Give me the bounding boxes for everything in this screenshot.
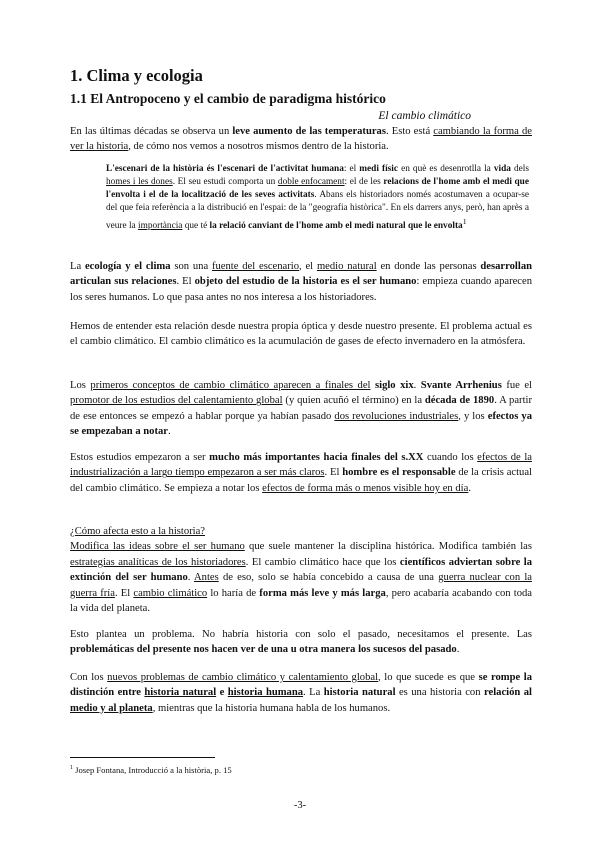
page-title: 1. Clima y ecologia (70, 66, 203, 85)
page-number: -3- (293, 800, 307, 811)
block-quote: L'escenari de la història és l'escenari de l'activitat humana: el medi físic en què es desenrotlla la vida dels homes i les dones. El seu estudi comporta un doble enfocament: el de les relacions de l'home amb el medi que l'envolta i el de la localització de les seves activitats. Abans els historiadors només acostumaven a ocupar-se del que feia referència a la distribució en l'espai: de la "geografia històrica". En els darrers anys, però, han après a veure la importància que té la relació canviant de l'home amb el medi natural que le envolta$^1$ (106, 164, 529, 232)
footnote: $^1$ Josep Fontana, Introducció a la història, p. 15 (70, 765, 232, 775)
paragraph-origins: Los primeros conceptos de cambio climático aparecen a finales del siglo xix. Svante Arrhenius fue el promotor de los estudios del calentamiento global (y quien acuñó el término) en la década de 1890. A partir de ese entonces se empezó a hablar porque ya habían pasado dos revoluciones industriales, y los efectos ya se empezaban a notar. (70, 380, 532, 438)
paragraph-problem: Esto plantea un problema. No habría historia con solo el pasado, necesitamos el presente. Las problemáticas del presente nos hacen ver de una u otra manera los sucesos del pasado. (70, 629, 532, 656)
paragraph-distinction: Con los nuevos problemas de cambio climático y calentamiento global, lo que sucede es que se rompe la distinción entre historia natural e historia humana. La historia natural es una historia con relación al medio y al planeta, mientras que la historia humana habla de los humanos. (70, 672, 532, 714)
paragraph-perspective: Hemos de entender esta relación desde nuestra propia óptica y desde nuestro presente. El problema actual es el cambio climático. El cambio climático es la acumulación de gases de efecto invernadero en la atmósfera. (70, 321, 532, 348)
section-heading: 1.1 El Antropoceno y el cambio de paradigma histórico (70, 91, 386, 106)
paragraph-studies: Estos estudios empezaron a ser mucho más importantes hacia finales del s.XX cuando los efectos de la industrialización a largo tiempo empezaron a ser más claros. El hombre es el responsable de la crisis actual del cambio climático. Se empieza a notar los efectos de forma más o menos visible hoy en día. (70, 452, 532, 494)
footnote-divider (70, 757, 215, 758)
paragraph-intro: En las últimas décadas se observa un leve aumento de las temperaturas. Esto está cambiando la forma de ver la historia, de cómo nos vemos a nosotros mismos dentro de la historia. (70, 126, 532, 153)
paragraph-ecology: La ecología y el clima son una fuente del escenario, el medio natural en donde las personas desarrollan articulan sus relaciones. El objeto del estudio de la historia es el ser humano: empieza cuando aparecen los seres humanos. Lo que pasa antes no nos interesa a los historiadores. (70, 261, 533, 303)
section-subtitle: El cambio climático (378, 110, 471, 122)
paragraph-impact: ¿Cómo afecta esto a la historia? Modifica las ideas sobre el ser humano que suele mantener la disciplina histórica. Modifica también las estrategias analíticas de los historiadores. El cambio climático hace que los científicos adviertan sobre la extinción del ser humano. Antes de eso, solo se había concebido a causa de una guerra nuclear con la guerra fría. El cambio climático lo haría de forma más leve y más larga, pero acabaría acabando con toda la vida del planeta. (70, 526, 533, 615)
footnote-marker[interactable]: 1 (462, 217, 467, 226)
